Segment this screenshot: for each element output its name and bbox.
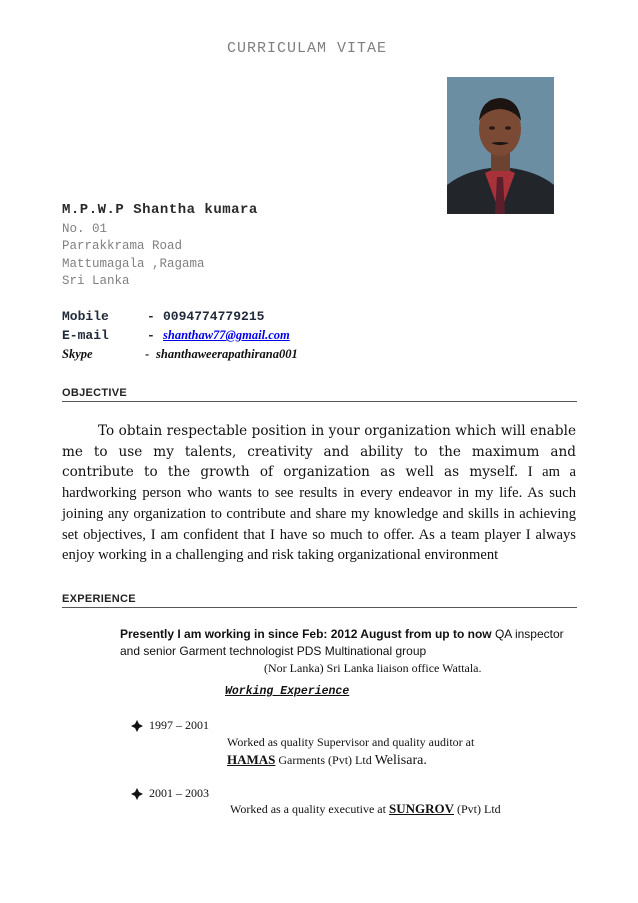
document-title: CURRICULAM VITAE	[226, 40, 388, 57]
email-link[interactable]: shanthaw77@gmail.com	[163, 328, 290, 342]
bullet-diamond-icon	[131, 719, 143, 737]
experience-heading: EXPERIENCE	[62, 593, 577, 608]
candidate-name: M.P.W.P Shantha kumara	[62, 202, 258, 218]
job-company-line	[227, 752, 427, 769]
objective-heading: OBJECTIVE	[62, 387, 577, 402]
address-line: Parrakkrama Road	[62, 239, 183, 253]
address-line: Mattumagala ,Ragama	[62, 257, 205, 271]
job-location: Welisara.	[374, 753, 427, 768]
job-period: 1997 – 2001	[149, 718, 209, 732]
job-company-suffix: Garments (Pvt) Ltd	[275, 753, 375, 767]
profile-photo	[447, 77, 554, 214]
job-description: Worked as quality Supervisor and quality auditor at	[227, 735, 475, 749]
email-separator: -	[147, 328, 155, 343]
job-company-suffix: (Pvt) Ltd	[454, 802, 501, 816]
job-description-text: Worked as a quality executive at	[230, 802, 389, 816]
objective-text-part2: I am a hardworking person who wants to see results in every endeavor in my life. As such joining any organization to contribute and share my knowledge and skills in achieving set objectives, I am confident that I have so much to offer. As a team player I always enjoy working in a challenging and risk taking organizational environment	[62, 464, 576, 564]
current-office: (Nor Lanka) Sri Lanka liaison office Wattala.	[264, 661, 482, 675]
skype-separator: -	[145, 347, 150, 361]
current-position-intro: Presently I am working in since Feb: 2012 August from up to now	[120, 627, 492, 641]
job-company: SUNGROV	[388, 801, 454, 816]
current-position-details: QA inspector and senior Garment technologist PDS Multinational group	[120, 627, 564, 658]
email-label: E-mail	[62, 328, 109, 343]
bullet-diamond-icon	[131, 787, 143, 805]
current-position	[120, 626, 580, 660]
job-description	[230, 801, 501, 817]
job-period: 2001 – 2003	[149, 786, 209, 800]
skype-label: Skype	[62, 347, 93, 361]
person-photo-icon	[447, 77, 554, 214]
objective-paragraph	[62, 421, 576, 566]
job-company: HAMAS	[227, 752, 276, 767]
mobile-label: Mobile	[62, 309, 109, 324]
objective-text-part1: To obtain respectable position in your organization which will enable me to use my talents, creativity and ability to the maximum and contribute to the growth of organization as well as myself.	[62, 423, 576, 481]
mobile-number: 0094774779215	[163, 309, 265, 324]
address-line: No. 01	[62, 222, 108, 236]
working-experience-heading: Working Experience	[225, 685, 350, 698]
skype-id: shanthaweerapathirana001	[156, 347, 298, 361]
address-line: Sri Lanka	[62, 274, 130, 288]
mobile-separator: -	[147, 309, 155, 324]
